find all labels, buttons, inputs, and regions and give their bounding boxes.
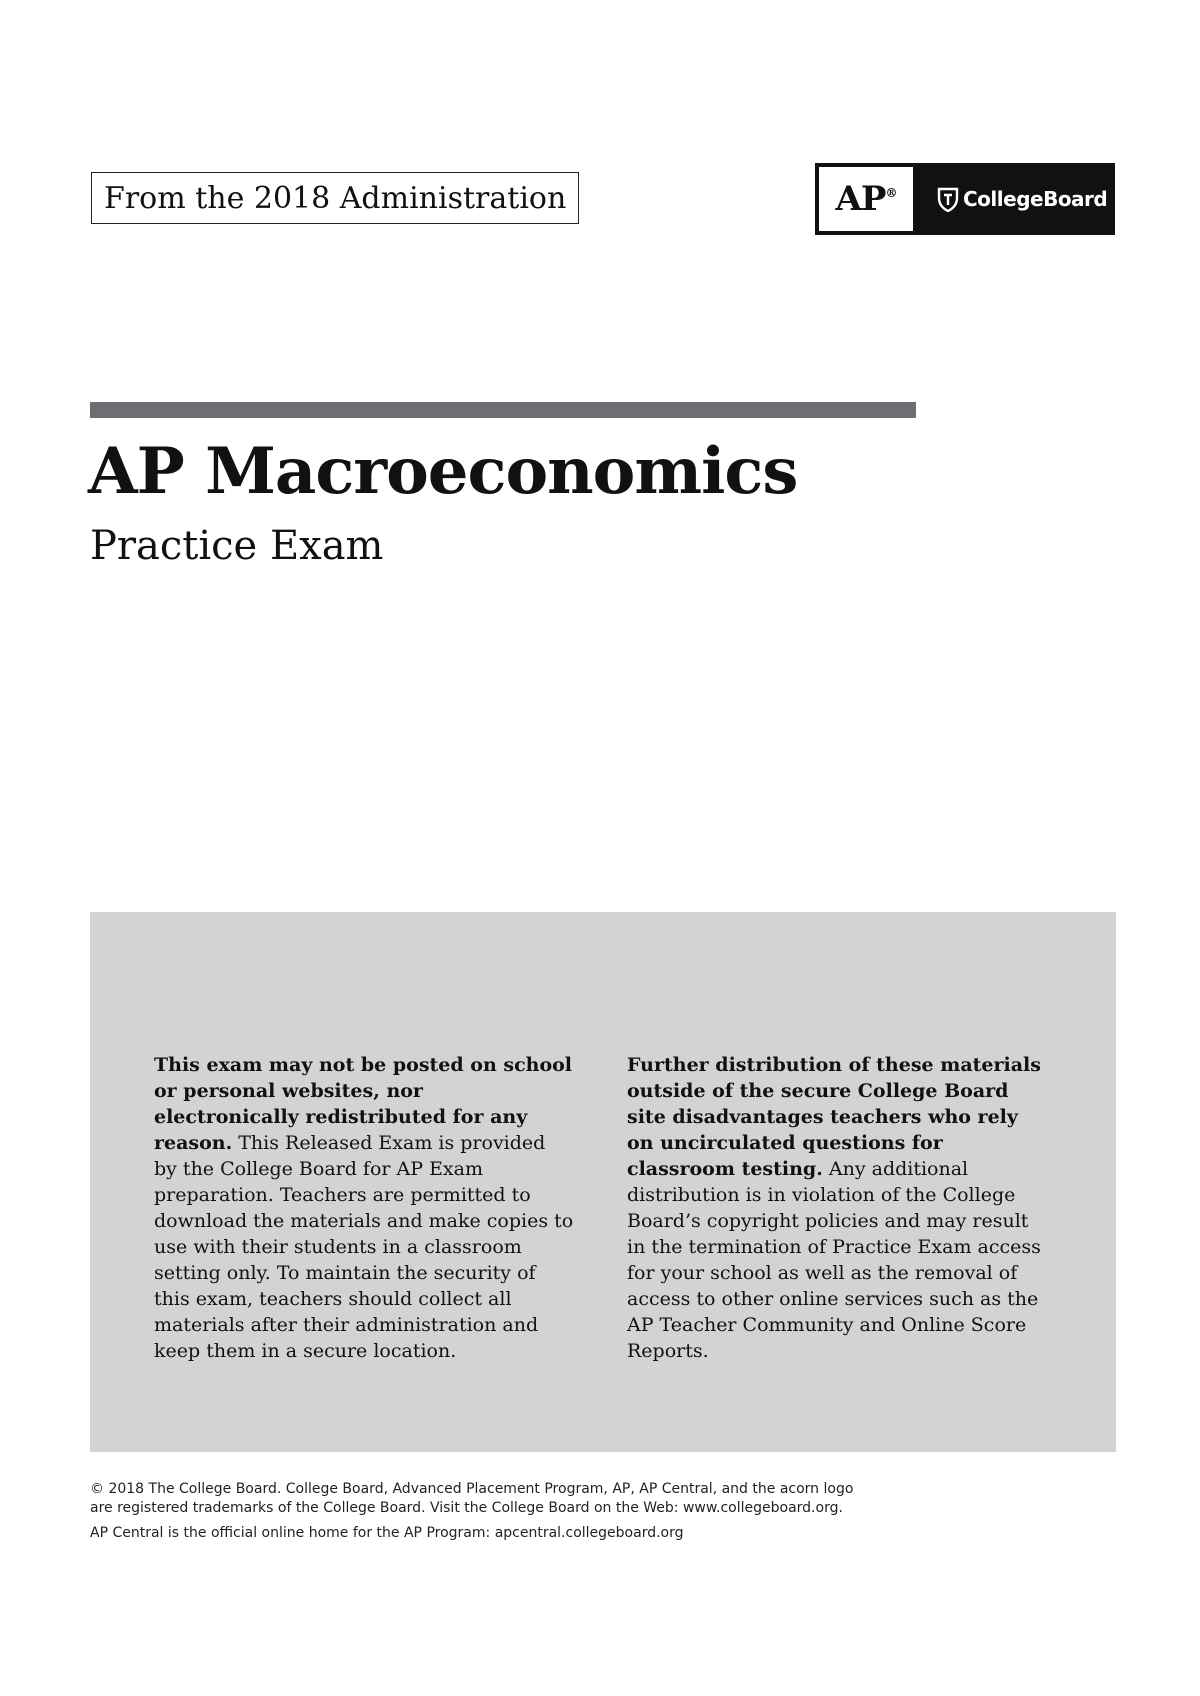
notice-left-column: [154, 1052, 574, 1364]
footer-line-2: are registered trademarks of the College Board. Visit the College Board on the Web: www.collegeboard.org.: [90, 1500, 843, 1516]
notice-right-text: Any additional distribution is in violation of the College Board’s copyright policies and may result in the termination of Practice Exam access for your school as well as the removal of access to other online services such as the AP Teacher Community and Online Score Reports.: [627, 1158, 1041, 1362]
notice-right-column: [627, 1052, 1047, 1364]
notice-left-bold: This exam may not be posted on school or personal websites, nor electronically redistributed for any reason.: [154, 1054, 573, 1154]
acorn-icon: [937, 186, 959, 212]
page-title: AP Macroeconomics: [88, 434, 798, 509]
footer-line-3: AP Central is the official online home for the AP Program: apcentral.collegeboard.org: [90, 1525, 684, 1541]
page-subtitle: Practice Exam: [90, 523, 384, 569]
collegeboard-logo: [919, 163, 1115, 235]
collegeboard-logo-text: CollegeBoard: [963, 187, 1108, 211]
ap-logo: [819, 167, 913, 231]
title-rule: [90, 402, 916, 418]
notice-left-text: This Released Exam is provided by the College Board for AP Exam preparation. Teachers are permitted to download the materials and make copies to use with their students in a classroom setting only. To maintain the security of this exam, teachers should collect all materials after their administration and keep them in a secure location.: [154, 1132, 574, 1362]
distribution-notice: [90, 912, 1116, 1452]
ap-collegeboard-logo: [815, 163, 1115, 235]
ap-logo-text: AP: [835, 179, 886, 219]
administration-label: From the 2018 Administration: [91, 172, 579, 224]
ap-registered-mark: ®: [885, 186, 897, 200]
footer-line-1: © 2018 The College Board. College Board, Advanced Placement Program, AP, AP Central, and the acorn logo: [90, 1481, 854, 1497]
notice-right-bold: Further distribution of these materials outside of the secure College Board site disadvantages teachers who rely on uncirculated questions for classroom testing.: [627, 1054, 1041, 1180]
copyright-footer: [90, 1480, 970, 1543]
